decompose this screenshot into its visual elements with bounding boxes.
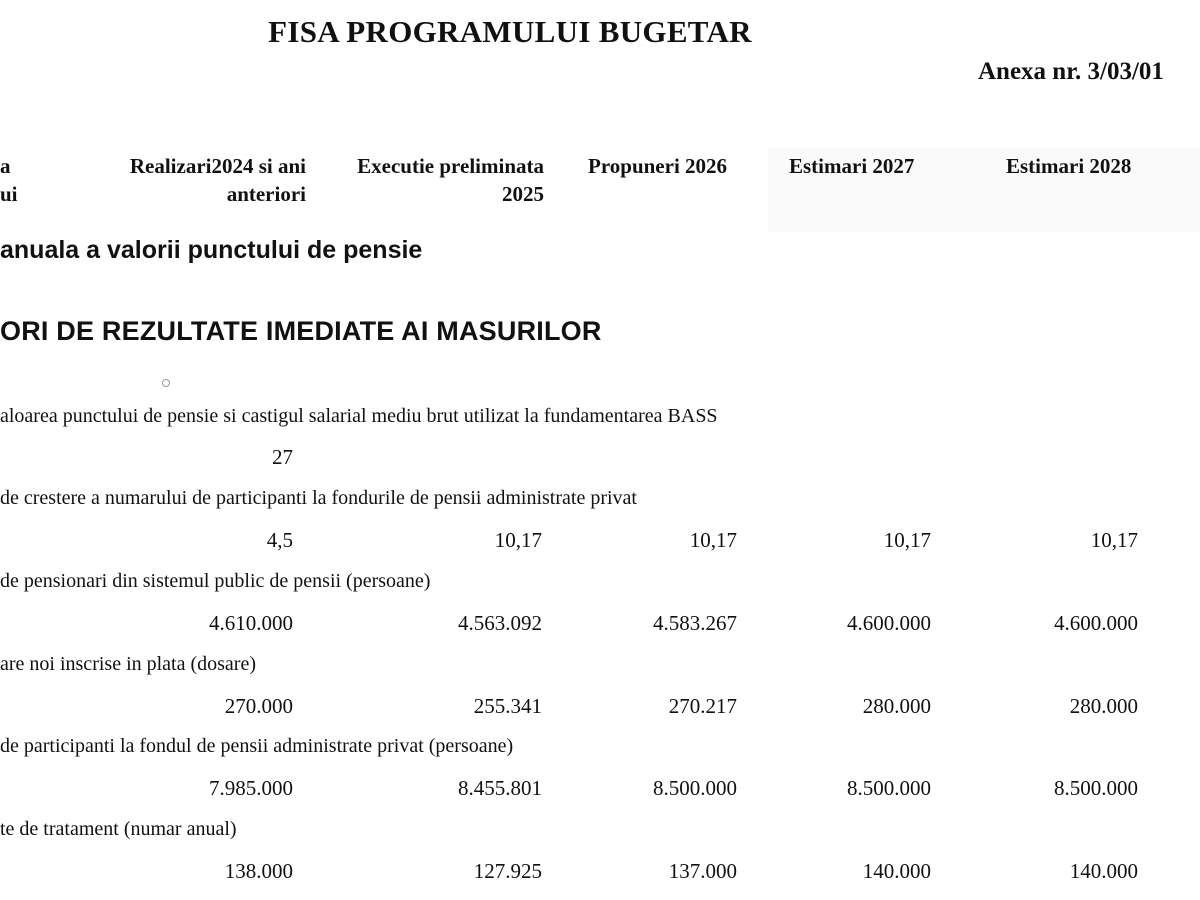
indicator-value: 10,17 [1090,528,1138,552]
indicator-value: 10,17 [883,528,931,552]
indicator-value: 10,17 [494,528,542,552]
column-header-executie-line1: Executie preliminata [357,154,544,178]
column-header-0-line1: a [0,154,11,178]
circle-mark-icon [162,379,170,387]
document-title: FISA PROGRAMULUI BUGETAR [268,14,752,49]
annex-number: Anexa nr. 3/03/01 [978,58,1164,85]
indicator-value: 27 [272,445,293,469]
indicator-label: aloarea punctului de pensie si castigul salarial mediu brut utilizat la fundamentarea BASS [0,405,718,427]
column-header-estimari-2027-line1: Estimari 2027 [789,154,915,178]
indicators-heading: ORI DE REZULTATE IMEDIATE AI MASURILOR [0,316,602,346]
section-heading: anuala a valorii punctului de pensie [0,236,423,264]
column-header-estimari-2027 [789,152,914,180]
indicator-value: 7.985.000 [209,776,293,800]
indicator-value: 8.455.801 [458,776,542,800]
indicator-value: 280.000 [1069,694,1138,718]
indicator-value: 8.500.000 [1054,776,1138,800]
column-header-realizari [86,152,306,208]
column-header-0 [0,152,18,208]
column-header-realizari-line1: Realizari2024 si ani [129,154,306,178]
indicator-value: 8.500.000 [653,776,737,800]
column-header-executie-line2: 2025 [502,182,544,206]
indicator-value: 140.000 [862,859,931,883]
column-header-0-line2: ui [0,182,18,206]
column-header-propuneri [588,152,727,180]
indicator-label: are noi inscrise in plata (dosare) [0,653,257,675]
indicator-value: 4,5 [266,528,293,552]
indicator-label: te de tratament (numar anual) [0,818,237,840]
column-header-estimari-2028 [1006,152,1131,180]
indicator-value: 270.217 [668,694,737,718]
indicator-label: de crestere a numarului de participanti la fondurile de pensii administrate privat [0,487,637,509]
indicator-value: 4.600.000 [1054,611,1138,635]
indicator-value: 10,17 [689,528,737,552]
indicator-value: 270.000 [224,694,293,718]
column-header-realizari-line2: anteriori [226,182,306,206]
indicator-value: 127.925 [473,859,542,883]
indicator-label: de participanti la fondul de pensii administrate privat (persoane) [0,735,514,757]
column-header-executie [318,152,544,208]
indicator-value: 8.500.000 [847,776,931,800]
indicator-value: 4.563.092 [458,611,542,635]
indicator-value: 4.610.000 [209,611,293,635]
indicator-value: 137.000 [668,859,737,883]
column-header-propuneri-line1: Propuneri 2026 [588,154,728,178]
indicator-value: 4.600.000 [847,611,931,635]
column-header-estimari-2028-line1: Estimari 2028 [1006,154,1132,178]
indicator-value: 138.000 [224,859,293,883]
indicator-value: 4.583.267 [653,611,737,635]
indicator-value: 255.341 [473,694,542,718]
indicator-value: 140.000 [1069,859,1138,883]
indicator-value: 280.000 [862,694,931,718]
indicator-label: de pensionari din sistemul public de pensii (persoane) [0,570,431,592]
